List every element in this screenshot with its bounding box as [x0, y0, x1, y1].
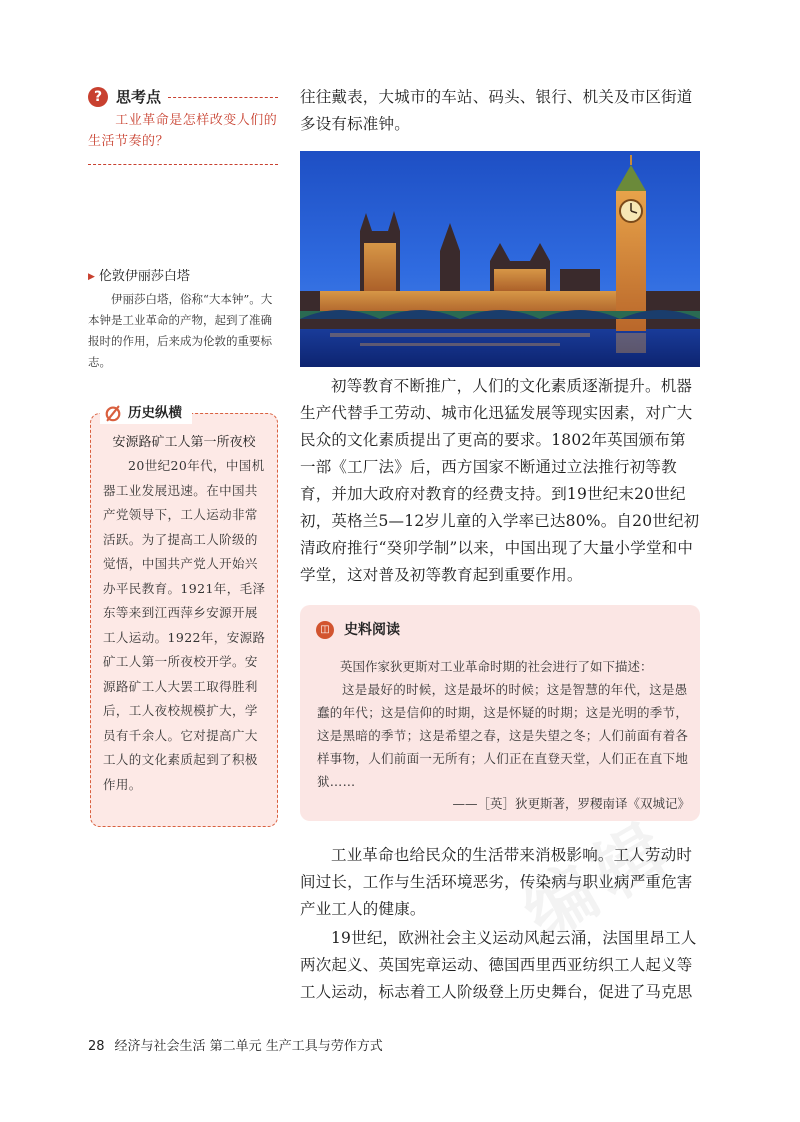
paragraph-clock: 往往戴表，大城市的车站、码头、银行、机关及市区街道多设有标准钟。 [300, 88, 693, 133]
big-ben-photo [300, 151, 700, 367]
source-reading-intro: 英国作家狄更斯对工业革命时期的社会进行了如下描述： [340, 659, 653, 674]
divider [88, 164, 278, 165]
history-sidebar-title: 历史纵横 [128, 405, 182, 421]
history-sidebar-subtitle: 安源路矿工人第一所夜校 [112, 435, 256, 450]
history-sidebar-body: 20世纪20年代，中国机器工业发展迅速。在中国共产党领导下，工人运动非常活跃。为了提高工人阶级的觉悟，中国共产党人开始兴办平民教育。1921年，毛泽东等来到江西萍乡安源开展工人运动。1922年，安源路矿工人第一所夜校开学。安源路矿工人大罢工取得胜利后，工人夜校规模扩大，学员有千余人。它对提高广大工人的文化素质起到了积极作用。 [103, 458, 266, 792]
source-reading-quote: 这是最好的时候，这是最坏的时候；这是智慧的年代，这是愚蠢的年代；这是信仰的时期，这是怀疑的时期；这是光明的季节，这是黑暗的季节；这是希望之春，这是失望之冬；人们前面有着各样事物，人们前面一无所有；人们正在直登天堂，人们正在直下地狱…… [317, 682, 689, 789]
history-sidebar-header [100, 402, 192, 424]
paragraph-negative-effects: 工业革命也给民众的生活带来消极影响。工人劳动时间过长，工作与生活环境恶劣，传染病与职业病严重危害产业工人的健康。 [300, 846, 693, 918]
think-point-title: 思考点 [116, 88, 162, 106]
triangle-pointer-icon: ▶ [88, 272, 95, 282]
source-reading-attribution: ——［英］狄更斯著，罗稷南译《双城记》 [452, 796, 690, 811]
paragraph-19th-century: 19世纪，欧洲社会主义运动风起云涌，法国里昂工人两次起义、英国宪章运动、德国西里西亚纺织工人起义等工人运动，标志着工人阶级登上历史舞台，促进了马克思 [300, 929, 697, 1001]
book-icon: ◫ [316, 621, 334, 639]
photo-caption-body: 伊丽莎白塔，俗称“大本钟”。大本钟是工业革命的产物，起到了准确报时的作用，后来成为伦敦的重要标志。 [88, 292, 273, 369]
photo-caption-title [88, 268, 190, 286]
footer-text: 经济与社会生活 第二单元 生产工具与劳作方式 [114, 1039, 383, 1054]
source-reading-title: 史料阅读 [344, 622, 400, 638]
question-mark-icon: ? [88, 87, 108, 107]
think-point-question: 工业革命是怎样改变人们的生活节奏的？ [88, 113, 278, 149]
page-number: 28 [88, 1039, 105, 1054]
source-reading-header [316, 620, 400, 640]
divider [168, 97, 278, 98]
caption-title-text: 伦敦伊丽莎白塔 [98, 269, 190, 284]
paragraph-education: 初等教育不断推广，人们的文化素质逐渐提升。机器生产代替手工劳动、城市化迅猛发展等现实因素，对广大民众的文化素质提出了更高的要求。1802年英国颁布第一部《工厂法》后，西方国家不断通过立法推行初等教育，并加大政府对教育的经费支持。到19世纪末20世纪初，英格兰5—12岁儿童的入学率已达80%。自20世纪初清政府推行“癸卯学制”以来，中国出现了大量小学堂和中学堂，这对普及初等教育起到重要作用。 [300, 377, 700, 584]
history-compass-icon [104, 404, 122, 422]
page-footer [88, 1037, 383, 1057]
think-point-header [88, 86, 278, 110]
